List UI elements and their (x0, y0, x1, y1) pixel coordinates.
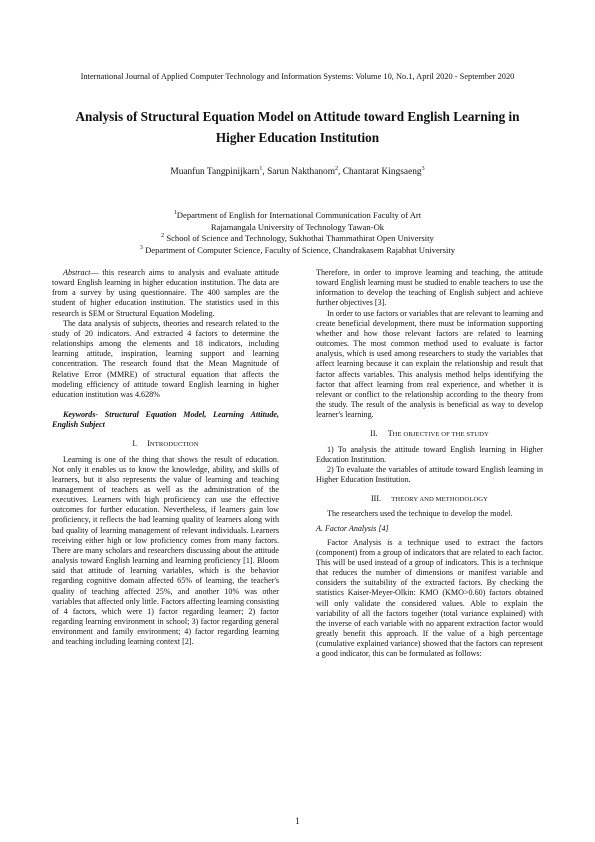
abstract-paragraph (52, 268, 279, 319)
author-name: Muanfun Tangpinijkarn (170, 167, 260, 177)
affiliation-mark: 2 (161, 233, 165, 240)
author-mark: 2 (335, 165, 339, 172)
affiliation-text: School of Science and Technology, Sukhothai Thammathirat Open University (166, 233, 434, 244)
factor-analysis-paragraph: Factor Analysis is a technique used to extract the factors (component) from a group of indicators that are related to each factor. This will be used instead of a group of indicators. This is a technique that reduces the number of dimensions or manifest variable and considers the suitability of the extracted factors. By checking the statistics Kaiser-Meyer-Olkin: KMO (KMO>0.60) factors obtained will only validate the considered values. Able to explain the variability of all the factors together (total variance explained) with the inverse of each variable with no apparent extraction factor would greatly benefit this approach. If the value of a high percentage (cumulative explained variance) showed that the factors can represent a good indicator, this can be formulated as follows: (316, 537, 543, 659)
affiliation-text: Rajamangala University of Technology Tawan-Ok (210, 221, 385, 232)
paper-title (40, 106, 555, 148)
section-number: III. (370, 494, 382, 504)
author-name: Chantarat Kingsaeng (342, 167, 422, 177)
subsection-heading: A. Factor Analysis [4] (316, 524, 389, 534)
objective-item: 1) To analysis the attitude toward English learning in Higher Education Institution. (316, 444, 543, 464)
abstract-paragraph-2: The data analysis of subjects, theories and research related to the study of 20 indicators. And extracted 4 factors to determine the relationships among the elements and 18 indicators, including learning attitude, inspiration, learning support and learning concentration. The research found that the Mean Magnitude of Relative Error (MMRE) of structural equation that affects the modeling efficiency of attitude toward English learning in higher education institution was 4.628% (52, 318, 279, 399)
right-column (316, 268, 543, 659)
section-title-rest: THEORY AND METHODOLOGY (391, 496, 489, 504)
affiliation-mark: 1 (173, 210, 177, 217)
introduction-paragraph: Learning is one of the thing that shows the result of education. Not only it enables us to know the knowledge, ability, and skills of learners, but it also represents the value of learning and teaching management of teachers as well as the administration of the executives. Learners with high proficiency can use the effective outcomes for further education. Nevertheless, if learners gain low proficiency, it reflects the bad learning quality of learners along with bad quality of learning management of relevant individuals. Learners receiving either high or low proficiency comes from many factors. There are many scholars and researchers discussing about the attitude analysis toward English learning and learning proficiency [1]. Bloom said that attitude of learning variables, which is the behavior regarding cognitive domain affected 65% of learning, the teacher's quality of teaching affected 25%, and another 10% was other variables that affected only little. Factors affecting learning consisting of 4 factors, which were 1) factor regarding learner; 2) factor regarding learning environment in school; 3) factor regarding general environment and family environment; 4) factor regarding learning and teaching including learning context [2]. (52, 454, 279, 647)
body-paragraph: In order to use factors or variables that are relevant to learning and create beneficial development, there must be information supporting whether and how those relevant factors are related to learning outcomes. The most common method used to evaluate is factor analysis, which is used among researchers to study the variables that affect learning because it can explain the relationship and result that factor affects variables. This analysis method helps identifying the factor that affect learning from real experience, and whether it is relevant or conflict to the relationship according to the theory from the study. The result of the analysis is beneficial as way to develop learner's learning. (316, 308, 543, 420)
method-paragraph: The researchers used the technique to develop the model. (327, 509, 513, 519)
journal-header: International Journal of Applied Computer Technology and Information Systems: Volume 10, No.1, April 2020 - September 2020 (80, 72, 515, 81)
section-heading-methodology (316, 494, 543, 505)
affiliation-text: Department of English for International Communication Faculty of Art (176, 210, 422, 220)
paper-title-line-1: Analysis of Structural Equation Model on Attitude toward English Learning in (75, 109, 520, 124)
section-number: I. (132, 439, 138, 449)
objective-item: 2) To evaluate the variables of attitude toward English learning in Higher Education Institution. (316, 464, 543, 484)
paper-title-line-2: Higher Education Institution (215, 130, 380, 145)
affiliation-line (0, 245, 595, 257)
author-mark: 3 (421, 165, 425, 172)
affiliation-line (0, 222, 595, 234)
body-paragraph: Therefore, in order to improve learning and teaching, the attitude toward English learning must be studied to enable teachers to use the information to develop the teaching of English subject and achieve further objectives [3]. (316, 268, 543, 308)
author-list: Muanfun Tangpinijkarn$^1$, Sarun Nakthanom$^2$, Chantarat Kingsaeng$^3$ (170, 165, 425, 177)
affiliation-list (0, 210, 595, 256)
left-column (52, 268, 279, 647)
abstract-label: Abstract (63, 268, 91, 277)
affiliation-line (0, 233, 595, 245)
affiliation-text: Department of Computer Science, Faculty of Science, Chandrakasem Rajabhat University (145, 244, 456, 255)
keywords: Keywords- Structural Equation Model, Learning Attitude, English Subject (52, 410, 279, 430)
section-heading-introduction (52, 439, 279, 450)
section-heading-objective (316, 429, 543, 440)
author-mark: 1 (259, 165, 263, 172)
section-number: II. (370, 429, 378, 439)
page-number: 1 (295, 816, 300, 826)
section-title-rest: HE OBJECTIVE OF THE STUDY (392, 431, 489, 439)
author-name: Sarun Nakthanom (267, 167, 336, 177)
section-title-initial: T (387, 429, 393, 439)
affiliation-line (0, 210, 595, 222)
abstract-text: — this research aims to analysis and evaluate attitude toward English learning in higher education institution. The data are from a survey by using questionnaire. The 400 samples are the student of higher education institution. The statistics used in this research is SEM or Structural Equation Modeling. (52, 268, 279, 318)
section-title-initial: I (147, 439, 150, 449)
affiliation-mark: 3 (139, 244, 143, 251)
section-title-rest: NTRODUCTION (149, 441, 199, 449)
